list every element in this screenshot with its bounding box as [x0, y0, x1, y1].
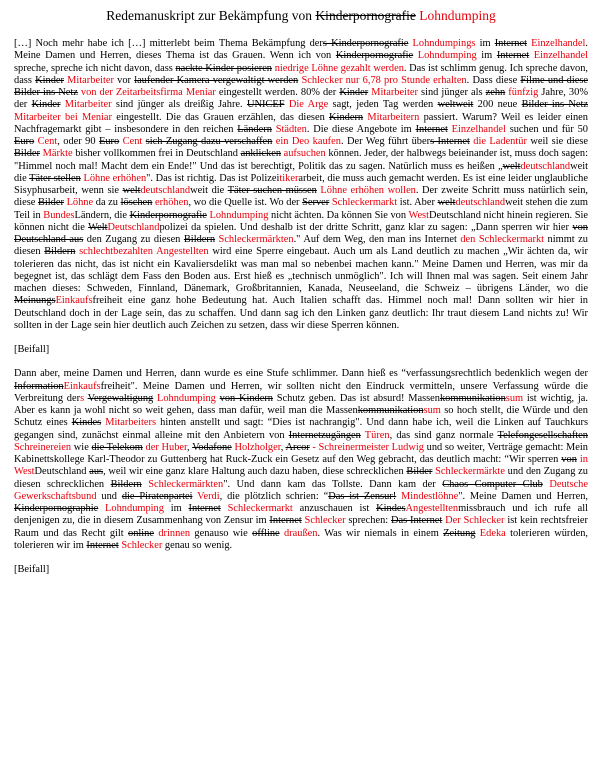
body-text: , [187, 441, 193, 453]
deleted-text: Bilder [14, 148, 40, 160]
deleted-text: Internet [269, 515, 302, 527]
body-text: im [163, 503, 189, 514]
deleted-text: kommunikation [439, 392, 506, 404]
inserted-text: Mitarbeiter [63, 74, 114, 86]
deleted-text: anklicken [240, 148, 282, 160]
body-text: suchen und für 50 [505, 123, 589, 135]
spacer [14, 356, 588, 368]
body-text: Schutz geben. Das ist absurd! Massen [273, 392, 440, 404]
body-text: freiheit". Meine Damen und Herren, wir sollten nicht den Eindruck vermitteln, unsere Verfassung würde die Verbreitung der [14, 380, 588, 404]
inserted-text: Mitarbeiter [368, 87, 418, 98]
body-text: wird eine Sperre eingebaut. Auch um als Land deutlich zu machen „Wir ächten da, wir tolerieren das nicht, das ist nicht ein Kavaliersdelikt was man mal so nebenbei machen kann." Meine Damen und Herren, was mir da begegnet ist, das schlägt dem Fass den Boden aus. Erst hieß es „technisch unmöglich". Ich will Ihnen mal was sagen. Seit einem Jahr machen dieses: Schweden, Finnland, Dänemark, Großbritannien, Kanada, Neuseeland, die Schweiz – übrigens Länder, wo die [14, 246, 588, 294]
body-text: genau so wenig. [162, 539, 233, 551]
body-text: weit die [190, 185, 228, 196]
deleted-text: die Piratenpartei [121, 490, 193, 502]
inserted-text: Lohndumping [419, 8, 496, 23]
inserted-text: deutschland [520, 160, 571, 172]
deleted-text: welt [437, 197, 456, 209]
inserted-text: aufsuchen [281, 148, 326, 160]
inserted-text: Lohndumping [206, 209, 269, 221]
body-text: nicht ächten. Da können Sie von [268, 209, 409, 221]
inserted-text: Schlecker [118, 539, 163, 551]
body-text: im [475, 38, 495, 49]
body-text: den Zugang zu diesen [83, 234, 184, 245]
inserted-text: Cent [34, 136, 58, 147]
inserted-text: Märkte [39, 148, 73, 160]
inserted-text: Mitarbeiter [60, 99, 112, 111]
inserted-text: Einkaufs [55, 295, 93, 307]
inserted-text: Deutsche Gewerkschaftsbund [14, 478, 588, 502]
body-text: weit stehen die zum Teil in [14, 197, 588, 221]
body-text: Jahre, 30% der [14, 87, 588, 111]
body-text: vor [113, 74, 135, 86]
inserted-text: Lohndumping [98, 503, 164, 514]
inserted-text: Deutschland [107, 221, 160, 233]
applause-note-2: [Beifall] [14, 564, 50, 575]
body-text: . Das ist schlimm genug. Ich spreche davon, dass [14, 62, 588, 86]
inserted-text: den Schleckermarkt [460, 234, 545, 245]
inserted-text: draußen [279, 527, 318, 539]
body-text: sagt, jeden Tag werden [328, 99, 438, 111]
body-text: Redemanuskript zur Bekämpfung von [106, 8, 316, 23]
deleted-text: Ländern [237, 123, 272, 135]
body-text: eingestellt. Die das Grauen erzählen, das diesen [111, 111, 330, 123]
inserted-text: Löhne erhöhen [80, 172, 147, 184]
inserted-text: Schleckermärkte [432, 466, 505, 478]
inserted-text: fünfzig [505, 87, 539, 98]
spacer [14, 332, 588, 344]
body-text: weit die [14, 160, 588, 184]
deleted-text: Das Internet [391, 515, 443, 527]
body-text: arbeit, die muss auch gemacht werden. Es ist eine leider unglaubliche Sisyphusarbeit, wenn sie [14, 172, 588, 196]
deleted-text: kommunikation [357, 405, 424, 416]
deleted-text: Euro [99, 136, 120, 147]
inserted-text: - Schreinermeister Ludwig [309, 441, 424, 453]
deleted-text: welt [502, 160, 521, 172]
inserted-text: in West [14, 454, 588, 478]
deleted-text: Kindes [71, 417, 102, 429]
body-text: anzuschauen ist [292, 503, 377, 514]
deleted-text: laufender Kamera vergewaltigt werden [134, 74, 299, 86]
deleted-text: die Telekom [91, 441, 143, 453]
body-text: eingestellt werden. 80% der [215, 87, 340, 98]
inserted-text: tiker [279, 172, 299, 184]
deleted-text: s Internet [430, 136, 470, 147]
deleted-text: Internet [496, 50, 530, 62]
inserted-text: Lohndumping [153, 392, 216, 404]
body-text: […] Noch mehr habe ich […] mitterlebt beim Thema Bekämpfung der [14, 38, 323, 49]
body-text: nimmt zu diesen [14, 234, 588, 258]
inserted-text: die Ladentür [469, 136, 527, 147]
deleted-text: UNICEF [246, 99, 285, 111]
body-text: ". Meine Damen und Herren, [458, 490, 589, 502]
body-text: genauso wie [190, 527, 253, 539]
deleted-text: Kindern [329, 111, 364, 123]
body-text: hinten anstellt und sagt: “Dies ist nachrangig". Und dann habe ich, weil die Linken auf Tauchkurs gegangen sind, zunächst einmal alleine mit den Anbietern von [14, 417, 588, 441]
body-text: bisher vollkommen frei in Deutschland [72, 148, 241, 160]
body-text: da zu [93, 197, 121, 209]
body-text: . Die diese Angebote im [306, 123, 416, 135]
deleted-text: Filme und diese Bilder ins Netz [14, 74, 588, 98]
body-text: sprechen: [345, 515, 391, 527]
body-text: ist. Aber [397, 197, 438, 209]
inserted-text: Lohndumpings [408, 38, 476, 49]
deleted-text: Kinderpornografie [315, 8, 416, 23]
body-text: im [476, 50, 497, 62]
body-text: polizei da spielen. Und deshalb ist der dritte Schritt, ganz klar zu sagen: „Dann sperren wir hier [159, 221, 573, 233]
inserted-text: Einzelhandel [527, 38, 586, 49]
body-text: . Der Weg führt über [340, 136, 431, 147]
deleted-text: Kinder [35, 74, 64, 86]
deleted-text: offline [252, 527, 280, 539]
body-text: und so weiter, Verträge gemacht: Mein Kabinettskollege Karl-Theodor zu Guttenberg hat Ruck-Zuck ein Gesetz auf den Weg gebracht, das deutlich macht: “Wir sperren [14, 441, 588, 465]
inserted-text: Schleckermarkt [220, 503, 293, 514]
body-text: Dann aber, meine Damen und Herren, dann wurde es eine Stufe schlimmer. Dann hieß es “verfassungsrechtlich bedenklich wegen der [14, 368, 588, 380]
deleted-text: zehn [485, 87, 506, 98]
inserted-text: Löhne [63, 197, 94, 209]
body-text: missbrauch und ich rufe all denjenigen zu, die in diesem Zusammenhang von Zensur im [14, 503, 588, 527]
applause-note-1: [Beifall] [14, 344, 50, 355]
body-text: wie [71, 441, 92, 453]
inserted-text: s [80, 392, 85, 404]
deleted-text: Täter stellen [29, 172, 81, 184]
inserted-text: West [408, 209, 429, 221]
deleted-text: Internet [188, 503, 221, 514]
deleted-text: Telefongesellschaften [497, 429, 588, 441]
inserted-text: sum [423, 405, 441, 416]
body-text: ist kein rechtsfreier Raum und das Recht gilt [14, 515, 588, 539]
body-text: freiheit eine ganz hohe Bedeutung hat. Auch Italien schafft das. Himmel noch mal! Dann sollten wir hier in Deutschland doch in der Lage sein, das zu schaffen. Und dann sag ich den Linken ganz deutlich: Ihr traut diesem Land nichts zu! Wir sollten in der Lage sein hier deutlich auch Zeichen zu setzen, dass wir diese Sperren können. [14, 295, 588, 331]
deleted-text: Bilder [406, 466, 433, 478]
body-text: sind jünger als dreißig Jahre. [111, 99, 247, 111]
body-text: Deutschland [34, 466, 90, 478]
inserted-text: Einzelhandel [529, 50, 588, 62]
deleted-text: Das ist Zensur! [328, 490, 397, 502]
deleted-text: weltweit [437, 99, 474, 111]
body-text: 200 neue [473, 99, 522, 111]
body-text: , oder 90 [57, 136, 100, 147]
body-text: tolerieren würden, tolerieren wir im [14, 527, 588, 551]
body-text: ist wichtig, ja. Aber es kann ja wohl nicht so weit gehen, dass man dafür, weil man die Massen [14, 392, 588, 416]
deleted-text: Kinderpornografie [129, 209, 207, 221]
inserted-text: Schreinereien [14, 441, 72, 453]
document-title [14, 8, 588, 24]
deleted-text: von Kindern [219, 392, 273, 404]
body-text: und [96, 490, 122, 502]
inserted-text: Bundes [43, 209, 75, 221]
body-text: ." Auf dem Weg, den man ins Internet [293, 234, 461, 245]
deleted-text: von Deutschland aus [14, 221, 588, 245]
deleted-text: Zeitung [443, 527, 476, 539]
body-text: , die plötzlich schrien: “ [219, 490, 329, 502]
inserted-text: Schlecker [301, 515, 346, 527]
paragraph-2 [14, 368, 588, 552]
deleted-text: Kinderpornografie [335, 50, 414, 62]
deleted-text: Kinder [31, 99, 61, 111]
deleted-text: Meinungs [14, 295, 56, 307]
deleted-text: s Kinderpornografie [322, 38, 409, 49]
deleted-text: Kindes [376, 503, 406, 514]
inserted-text: Die Arge [284, 99, 329, 111]
deleted-text: Internet [86, 539, 119, 551]
inserted-text: Mindestlöhne [396, 490, 459, 502]
inserted-text: Angestellten [405, 503, 459, 514]
body-text: weil sie diese [526, 136, 588, 147]
inserted-text: Türen [360, 429, 390, 441]
deleted-text: Information [14, 380, 64, 392]
deleted-text: Euro [14, 136, 35, 147]
inserted-text: Städten [271, 123, 307, 135]
body-text: Deutschland nicht hinein regieren. Sie können nicht die [14, 209, 588, 233]
deleted-text: Chaos Computer Club [442, 478, 543, 490]
inserted-text: Schleckermärkten [215, 234, 294, 245]
deleted-text: Internetzugängen [288, 429, 361, 441]
body-text: ". Das ist richtig. Das ist Polizei [146, 172, 280, 184]
inserted-text: von der Zeitarbeitsfirma Meniar [77, 87, 216, 98]
deleted-text: Bilder ins Netz [521, 99, 588, 111]
inserted-text: sum [505, 392, 524, 404]
body-text: , weil wir eine ganz klare Haltung auch dazu haben, diese schrecklichen [103, 466, 407, 478]
body-text: . Was wir niemals in einem [317, 527, 444, 539]
body-text: sind jünger als [417, 87, 486, 98]
body-text: . Dass diese [466, 74, 521, 86]
inserted-text: Mitarbeiters [101, 417, 157, 429]
body-text: . Der zweite Schritt muss natürlich sein, diese [14, 185, 589, 209]
inserted-text: Der Schlecker [442, 515, 505, 527]
inserted-text: Schlecker nur 6,78 pro Stunde erhalten [298, 74, 467, 86]
deleted-text: Vodafone [192, 441, 232, 453]
inserted-text: schlechtbezahlten Angestellten [75, 246, 209, 258]
spacer [14, 552, 588, 564]
body-text: , wo die Quelle ist. Wo der [188, 197, 303, 209]
deleted-text: Täter suchen müssen [227, 185, 317, 196]
deleted-text: Internet [494, 38, 527, 49]
body-text: , [280, 441, 286, 453]
body-text: spreche, spreche ich nicht davon, dass [14, 62, 176, 74]
body-text: passiert. Warum? Weil es leider einen Nachfragemarkt gibt – insbesondere in den reichen [14, 111, 588, 135]
deleted-text: welt [122, 185, 141, 196]
body-text: , das sind ganz normale [389, 429, 498, 441]
inserted-text: erhöhen [152, 197, 189, 209]
deleted-text: online [128, 527, 154, 539]
inserted-text: Verdi [192, 490, 220, 502]
paragraph-1 [14, 38, 588, 332]
deleted-text: Internet [415, 123, 448, 135]
deleted-text: Server [302, 197, 330, 209]
inserted-text: Mitarbeiter bei Meniar [14, 111, 112, 123]
deleted-text: Kinderpornographie [14, 503, 99, 514]
inserted-text: Lohndumping [413, 50, 477, 62]
deleted-text: Kinder [339, 87, 369, 98]
body-text: Ländern, die [74, 209, 130, 221]
inserted-text: deutschland [455, 197, 506, 209]
inserted-text: ein Deo kaufen [272, 136, 341, 147]
deleted-text: Bildern [110, 478, 142, 490]
inserted-text: niedrige Löhne gezahlt werden [272, 62, 404, 74]
deleted-text: Bilder [37, 197, 64, 209]
deleted-text: Vergewaltigung [87, 392, 154, 404]
deleted-text: sich Zugang dazu verschaffen [145, 136, 273, 147]
inserted-text: Einkaufs [63, 380, 101, 392]
inserted-text: Einzelhandel [447, 123, 506, 135]
deleted-text: aus [89, 466, 104, 478]
deleted-text: Bildern [44, 246, 76, 258]
inserted-text: deutschland [140, 185, 191, 196]
deleted-text: Bildern [183, 234, 216, 245]
inserted-text: Schleckermärkten [141, 478, 224, 490]
inserted-text: Cent [119, 136, 143, 147]
deleted-text: Arcor [285, 441, 310, 453]
inserted-text: Mitarbeitern [363, 111, 420, 123]
deleted-text: nackte Kinder posieren [175, 62, 273, 74]
inserted-text: Schleckermarkt [329, 197, 398, 209]
body-text: . Meine Damen und Herren, dieses Thema ist das Grauen. Wenn ich von [14, 38, 588, 62]
deleted-text: Welt [88, 221, 108, 233]
inserted-text: Holzholger [231, 441, 281, 453]
inserted-text: der Huber [142, 441, 188, 453]
body-text: so hoch stellt, die Würde und den Schutz eines [14, 405, 588, 429]
inserted-text: drinnen [154, 527, 191, 539]
inserted-text: Edeka [475, 527, 506, 539]
body-text: ". Und dann kam das Tollste. Dann kam der [223, 478, 443, 490]
deleted-text: von [561, 454, 577, 465]
inserted-text: Löhne erhöhen wollen [316, 185, 416, 196]
deleted-text: löschen [120, 197, 153, 209]
body-text: und den Zugang zu diesen schrecklichen [14, 466, 588, 490]
body-text: können. Jeder, der halbwegs beieinander ist, muss doch sagen: "Himmel noch mal! Macht dem ein Ende!" Und das ist berechtigt, Politik das zu sagen. Natürlich muss es heißen „ [14, 148, 589, 172]
